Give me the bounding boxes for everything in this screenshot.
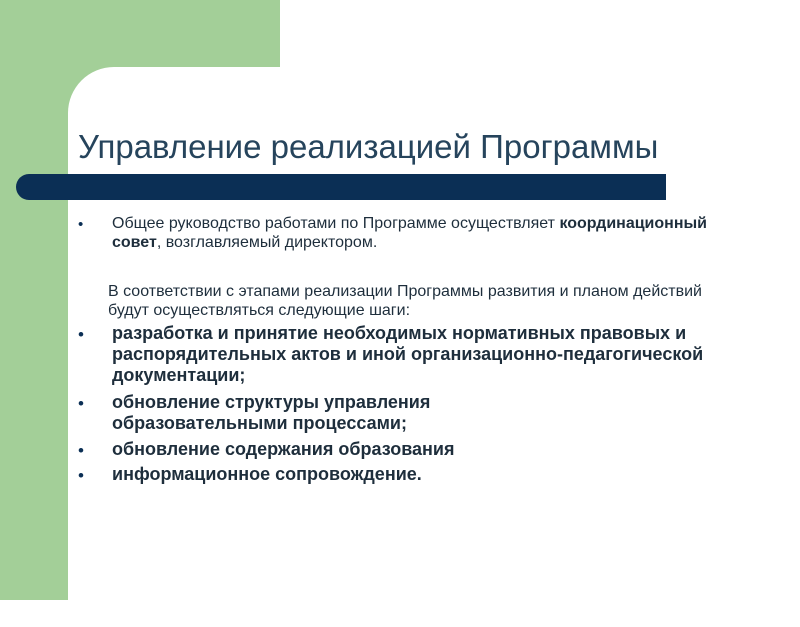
list-item-step: обновление содержания образования [112, 439, 455, 459]
slide-title: Управление реализацией Программы [78, 128, 659, 165]
bullet-icon: • [78, 325, 84, 344]
list-item-governance [112, 214, 722, 252]
item-bold-text: координационный совет [112, 215, 707, 251]
bullet-icon: • [78, 216, 84, 233]
list-item-step: обновление структуры управления образовательными процессами; [112, 392, 431, 433]
intro-paragraph: В соответствии с этапами реализации Программы развития и планом действий будут осуществляться следующие шаги: [108, 283, 702, 319]
title-underline-bar [16, 174, 666, 200]
bullet-icon: • [78, 466, 84, 485]
list-item-step: разработка и принятие необходимых нормативных правовых и распорядительных актов и иной организационно-педагогической документации; [112, 323, 704, 385]
bullet-icon: • [78, 394, 84, 413]
list-item-step: информационное сопровождение. [112, 464, 422, 484]
item-text: , возглавляемый директором. [156, 234, 378, 251]
item-text: Общее руководство работами по Программе осуществляет [112, 215, 560, 232]
bullet-icon: • [78, 441, 84, 460]
